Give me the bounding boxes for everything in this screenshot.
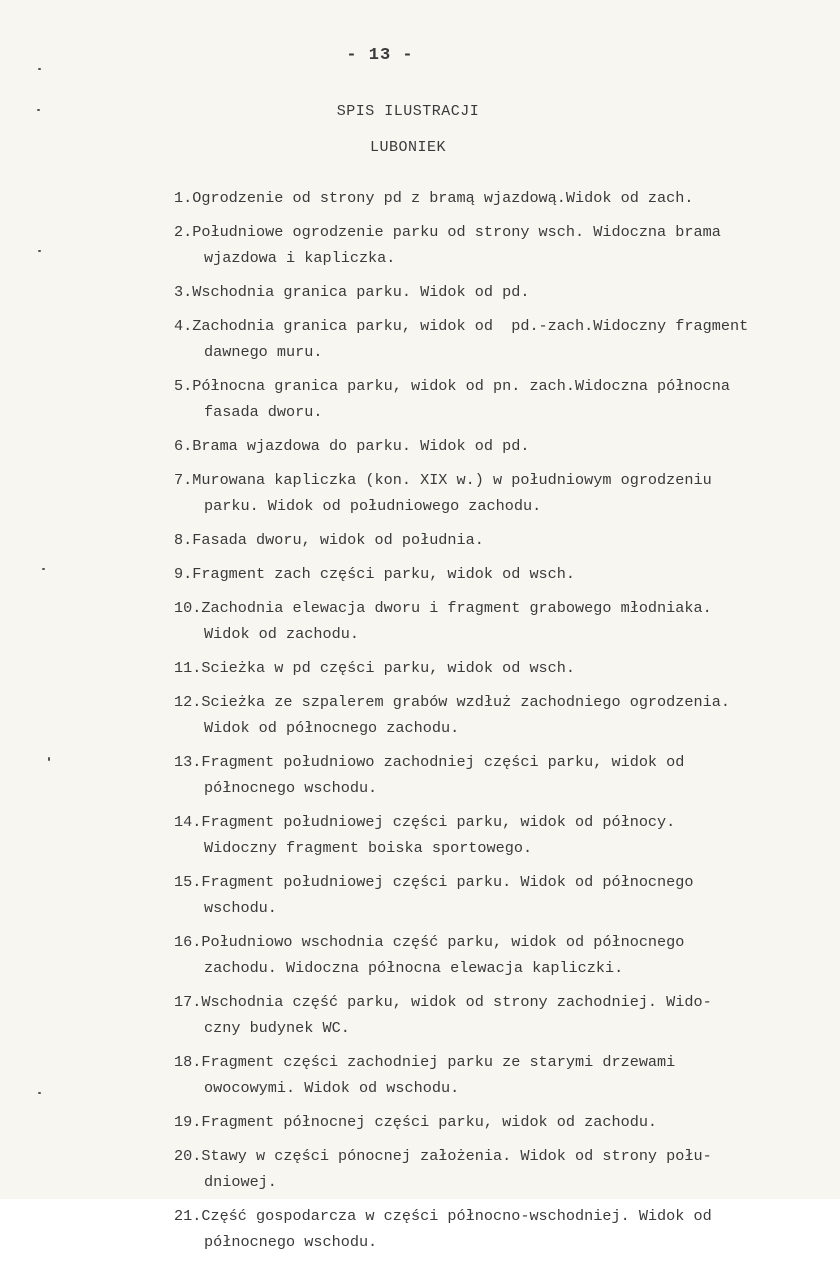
list-item-continuation: północnego wschodu.: [204, 779, 378, 797]
list-item: [174, 1143, 814, 1195]
scan-speck: [37, 109, 40, 111]
list-item-continuation: czny budynek WC.: [204, 1019, 350, 1037]
list-item: [174, 869, 814, 921]
list-item: [174, 279, 814, 305]
page-subtitle: LUBONIEK: [369, 139, 446, 156]
list-item-text: 3.Wschodnia granica parku. Widok od pd.: [174, 283, 530, 301]
list-item: [174, 809, 814, 861]
scan-speck: [38, 68, 41, 70]
list-item-text: 13.Fragment południowo zachodniej części parku, widok od: [174, 753, 685, 771]
list-item-continuation: Widoczny fragment boiska sportowego.: [204, 839, 533, 857]
list-item: [174, 989, 814, 1041]
list-item: [174, 433, 814, 459]
list-item: [174, 527, 814, 553]
list-item-text: 8.Fasada dworu, widok od południa.: [174, 531, 484, 549]
illustration-list: [174, 185, 814, 1263]
list-item: [174, 689, 814, 741]
list-item-text: 18.Fragment części zachodniej parku ze starymi drzewami: [174, 1053, 676, 1071]
list-item-text: 16.Południowo wschodnia część parku, widok od północnego: [174, 933, 685, 951]
list-item-continuation: owocowymi. Widok od wschodu.: [204, 1079, 460, 1097]
list-item: [174, 1203, 814, 1255]
page-title: SPIS ILUSTRACJI: [336, 103, 480, 120]
scan-speck: [48, 757, 50, 761]
list-item-continuation: zachodu. Widoczna północna elewacja kapliczki.: [204, 959, 624, 977]
list-item-text: 1.Ogrodzenie od strony pd z bramą wjazdową.Widok od zach.: [174, 189, 694, 207]
list-item-continuation: Widok od zachodu.: [204, 625, 359, 643]
list-item-continuation: fasada dworu.: [204, 403, 323, 421]
list-item-continuation: wschodu.: [204, 899, 277, 917]
list-item-continuation: parku. Widok od południowego zachodu.: [204, 497, 542, 515]
list-item-text: 7.Murowana kapliczka (kon. XIX w.) w południowym ogrodzeniu: [174, 471, 712, 489]
scan-speck: [38, 1092, 41, 1094]
list-item-text: 11.Scieżka w pd części parku, widok od wsch.: [174, 659, 576, 677]
list-item: [174, 561, 814, 587]
list-item-continuation: dniowej.: [204, 1173, 277, 1191]
list-item-text: 2.Południowe ogrodzenie parku od strony wsch. Widoczna brama: [174, 223, 721, 241]
list-item-text: 5.Północna granica parku, widok od pn. zach.Widoczna północna: [174, 377, 730, 395]
list-item-text: 19.Fragment północnej części parku, widok od zachodu.: [174, 1113, 658, 1131]
list-item: [174, 185, 814, 211]
list-item-text: 14.Fragment południowej części parku, widok od północy.: [174, 813, 676, 831]
list-item: [174, 655, 814, 681]
list-item-text: 15.Fragment południowej części parku. Widok od północnego: [174, 873, 694, 891]
list-item-text: 20.Stawy w części pónocnej założenia. Widok od strony połu-: [174, 1147, 712, 1165]
list-item-text: 17.Wschodnia część parku, widok od strony zachodniej. Wido-: [174, 993, 712, 1011]
list-item-text: 4.Zachodnia granica parku, widok od pd.-zach.Widoczny fragment: [174, 317, 749, 335]
scan-speck: [38, 250, 41, 252]
list-item-text: 6.Brama wjazdowa do parku. Widok od pd.: [174, 437, 530, 455]
list-item: [174, 595, 814, 647]
list-item: [174, 219, 814, 271]
scan-speck: [42, 568, 45, 570]
list-item: [174, 749, 814, 801]
list-item-continuation: północnego wschodu.: [204, 1233, 378, 1251]
list-item-continuation: Widok od północnego zachodu.: [204, 719, 460, 737]
list-item: [174, 929, 814, 981]
list-item: [174, 1109, 814, 1135]
list-item-text: 12.Scieżka ze szpalerem grabów wzdłuż zachodniego ogrodzenia.: [174, 693, 730, 711]
list-item-text: 21.Część gospodarcza w części północno-wschodniej. Widok od: [174, 1207, 712, 1225]
list-item-continuation: dawnego muru.: [204, 343, 323, 361]
list-item: [174, 373, 814, 425]
list-item: [174, 467, 814, 519]
list-item: [174, 1049, 814, 1101]
page-number: - 13 -: [346, 46, 414, 65]
list-item-text: 9.Fragment zach części parku, widok od wsch.: [174, 565, 576, 583]
list-item-continuation: wjazdowa i kapliczka.: [204, 249, 396, 267]
list-item: [174, 313, 814, 365]
list-item-text: 10.Zachodnia elewacja dworu i fragment grabowego młodniaka.: [174, 599, 712, 617]
